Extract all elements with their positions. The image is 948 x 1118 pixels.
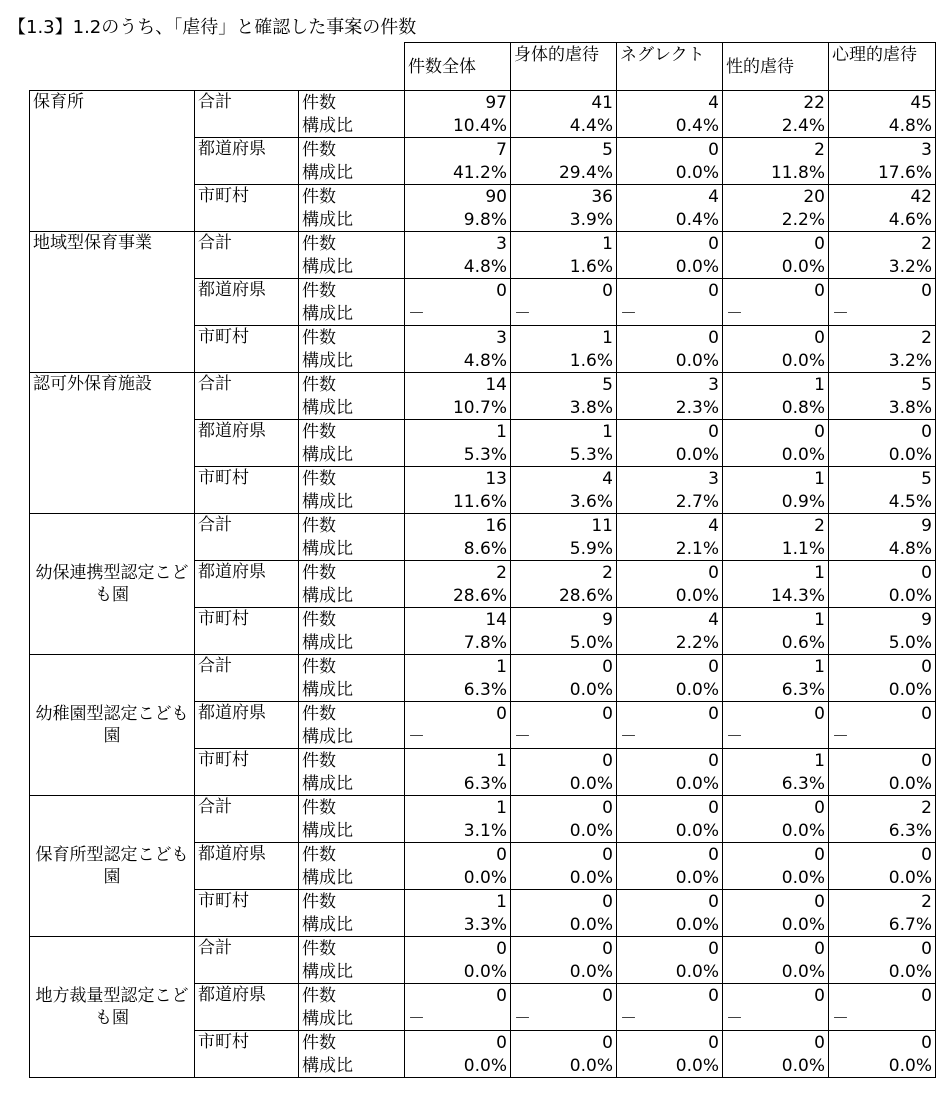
jurisdiction-label: 都道府県 bbox=[195, 279, 299, 326]
count-cell-neglect: 0 bbox=[617, 937, 723, 961]
metric-label: 構成比 bbox=[299, 443, 405, 467]
jurisdiction-label: 市町村 bbox=[195, 608, 299, 655]
count-cell-psychological: 2 bbox=[829, 326, 936, 350]
ratio-cell-neglect: － bbox=[617, 1007, 723, 1031]
ratio-cell-sexual: 11.8% bbox=[723, 161, 829, 185]
table-row bbox=[30, 655, 936, 679]
ratio-cell-sexual: 0.0% bbox=[723, 913, 829, 937]
jurisdiction-label: 都道府県 bbox=[195, 843, 299, 890]
ratio-cell-neglect: 0.0% bbox=[617, 1054, 723, 1078]
count-cell-physical: 41 bbox=[511, 91, 617, 115]
ratio-cell-sexual: 0.0% bbox=[723, 255, 829, 279]
ratio-cell-total: 7.8% bbox=[405, 631, 511, 655]
metric-label: 件数 bbox=[299, 843, 405, 867]
metric-label: 構成比 bbox=[299, 678, 405, 702]
count-cell-psychological: 3 bbox=[829, 138, 936, 162]
count-cell-psychological: 0 bbox=[829, 420, 936, 444]
ratio-cell-psychological: 3.2% bbox=[829, 349, 936, 373]
ratio-cell-physical: 3.6% bbox=[511, 490, 617, 514]
facility-label: 幼保連携型認定こども園 bbox=[30, 514, 195, 655]
count-cell-psychological: 42 bbox=[829, 185, 936, 209]
count-cell-physical: 11 bbox=[511, 514, 617, 538]
jurisdiction-label: 市町村 bbox=[195, 749, 299, 796]
ratio-cell-sexual: 6.3% bbox=[723, 772, 829, 796]
count-cell-neglect: 0 bbox=[617, 420, 723, 444]
ratio-cell-sexual: 0.0% bbox=[723, 960, 829, 984]
ratio-cell-physical: 0.0% bbox=[511, 772, 617, 796]
ratio-cell-total: 0.0% bbox=[405, 960, 511, 984]
count-cell-total: 0 bbox=[405, 1031, 511, 1055]
jurisdiction-label: 市町村 bbox=[195, 890, 299, 937]
metric-label: 件数 bbox=[299, 937, 405, 961]
ratio-cell-total: 10.7% bbox=[405, 396, 511, 420]
jurisdiction-label: 合計 bbox=[195, 796, 299, 843]
count-cell-psychological: 0 bbox=[829, 937, 936, 961]
metric-label: 構成比 bbox=[299, 819, 405, 843]
count-cell-psychological: 0 bbox=[829, 561, 936, 585]
metric-label: 構成比 bbox=[299, 631, 405, 655]
count-cell-total: 1 bbox=[405, 749, 511, 773]
facility-label: 幼稚園型認定こども園 bbox=[30, 655, 195, 796]
ratio-cell-neglect: 0.0% bbox=[617, 678, 723, 702]
table-title: 【1.3】1.2のうち、「虐待」と確認した事案の件数 bbox=[8, 17, 417, 38]
count-cell-neglect: 0 bbox=[617, 138, 723, 162]
ratio-cell-psychological: 4.8% bbox=[829, 114, 936, 138]
ratio-cell-sexual: 14.3% bbox=[723, 584, 829, 608]
ratio-cell-psychological: 6.3% bbox=[829, 819, 936, 843]
count-cell-neglect: 4 bbox=[617, 608, 723, 632]
count-cell-sexual: 0 bbox=[723, 279, 829, 303]
count-cell-neglect: 0 bbox=[617, 890, 723, 914]
count-cell-sexual: 0 bbox=[723, 890, 829, 914]
count-cell-physical: 0 bbox=[511, 843, 617, 867]
count-cell-neglect: 4 bbox=[617, 514, 723, 538]
count-cell-neglect: 0 bbox=[617, 655, 723, 679]
count-cell-physical: 0 bbox=[511, 890, 617, 914]
metric-label: 構成比 bbox=[299, 161, 405, 185]
count-cell-physical: 1 bbox=[511, 232, 617, 256]
count-cell-psychological: 9 bbox=[829, 514, 936, 538]
count-cell-total: 0 bbox=[405, 843, 511, 867]
count-cell-psychological: 0 bbox=[829, 702, 936, 726]
metric-label: 件数 bbox=[299, 185, 405, 209]
header-row bbox=[30, 43, 936, 91]
count-cell-physical: 0 bbox=[511, 1031, 617, 1055]
metric-label: 件数 bbox=[299, 138, 405, 162]
ratio-cell-total: 0.0% bbox=[405, 1054, 511, 1078]
metric-label: 件数 bbox=[299, 890, 405, 914]
facility-label: 認可外保育施設 bbox=[30, 373, 195, 514]
count-cell-physical: 1 bbox=[511, 420, 617, 444]
jurisdiction-label: 市町村 bbox=[195, 1031, 299, 1078]
count-cell-psychological: 45 bbox=[829, 91, 936, 115]
count-cell-psychological: 2 bbox=[829, 890, 936, 914]
count-cell-neglect: 0 bbox=[617, 561, 723, 585]
ratio-cell-neglect: 2.3% bbox=[617, 396, 723, 420]
ratio-cell-physical: 1.6% bbox=[511, 349, 617, 373]
ratio-cell-total: 3.3% bbox=[405, 913, 511, 937]
column-header-sexual: 性的虐待 bbox=[723, 43, 829, 91]
ratio-cell-psychological: 0.0% bbox=[829, 584, 936, 608]
ratio-cell-total: 28.6% bbox=[405, 584, 511, 608]
count-cell-physical: 0 bbox=[511, 655, 617, 679]
count-cell-total: 97 bbox=[405, 91, 511, 115]
metric-label: 件数 bbox=[299, 1031, 405, 1055]
count-cell-neglect: 0 bbox=[617, 796, 723, 820]
column-header-physical: 身体的虐待 bbox=[511, 43, 617, 91]
ratio-cell-psychological: 3.8% bbox=[829, 396, 936, 420]
count-cell-physical: 36 bbox=[511, 185, 617, 209]
count-cell-sexual: 1 bbox=[723, 749, 829, 773]
count-cell-sexual: 0 bbox=[723, 984, 829, 1008]
count-cell-sexual: 1 bbox=[723, 608, 829, 632]
count-cell-neglect: 0 bbox=[617, 1031, 723, 1055]
ratio-cell-physical: － bbox=[511, 1007, 617, 1031]
facility-label: 地域型保育事業 bbox=[30, 232, 195, 373]
count-cell-neglect: 0 bbox=[617, 984, 723, 1008]
metric-label: 件数 bbox=[299, 232, 405, 256]
metric-label: 構成比 bbox=[299, 302, 405, 326]
ratio-cell-physical: 5.3% bbox=[511, 443, 617, 467]
count-cell-total: 2 bbox=[405, 561, 511, 585]
count-cell-sexual: 2 bbox=[723, 138, 829, 162]
ratio-cell-total: 41.2% bbox=[405, 161, 511, 185]
metric-label: 件数 bbox=[299, 984, 405, 1008]
count-cell-total: 0 bbox=[405, 984, 511, 1008]
ratio-cell-psychological: 4.8% bbox=[829, 537, 936, 561]
metric-label: 構成比 bbox=[299, 1054, 405, 1078]
ratio-cell-neglect: － bbox=[617, 725, 723, 749]
count-cell-psychological: 0 bbox=[829, 984, 936, 1008]
ratio-cell-neglect: 2.7% bbox=[617, 490, 723, 514]
metric-label: 件数 bbox=[299, 796, 405, 820]
metric-label: 件数 bbox=[299, 467, 405, 491]
count-cell-total: 3 bbox=[405, 232, 511, 256]
jurisdiction-label: 合計 bbox=[195, 655, 299, 702]
header-blank-facility bbox=[30, 43, 195, 91]
ratio-cell-sexual: 2.2% bbox=[723, 208, 829, 232]
ratio-cell-physical: 0.0% bbox=[511, 866, 617, 890]
count-cell-physical: 5 bbox=[511, 138, 617, 162]
count-cell-psychological: 2 bbox=[829, 232, 936, 256]
metric-label: 構成比 bbox=[299, 349, 405, 373]
count-cell-psychological: 5 bbox=[829, 467, 936, 491]
jurisdiction-label: 市町村 bbox=[195, 326, 299, 373]
metric-label: 件数 bbox=[299, 608, 405, 632]
count-cell-sexual: 1 bbox=[723, 373, 829, 397]
count-cell-sexual: 22 bbox=[723, 91, 829, 115]
metric-label: 件数 bbox=[299, 655, 405, 679]
ratio-cell-sexual: － bbox=[723, 1007, 829, 1031]
ratio-cell-physical: 3.9% bbox=[511, 208, 617, 232]
jurisdiction-label: 合計 bbox=[195, 373, 299, 420]
ratio-cell-psychological: 3.2% bbox=[829, 255, 936, 279]
ratio-cell-neglect: 0.0% bbox=[617, 772, 723, 796]
ratio-cell-total: 6.3% bbox=[405, 678, 511, 702]
count-cell-physical: 2 bbox=[511, 561, 617, 585]
ratio-cell-total: － bbox=[405, 302, 511, 326]
ratio-cell-psychological: － bbox=[829, 725, 936, 749]
ratio-cell-neglect: 0.0% bbox=[617, 960, 723, 984]
metric-label: 構成比 bbox=[299, 725, 405, 749]
count-cell-neglect: 0 bbox=[617, 749, 723, 773]
count-cell-total: 3 bbox=[405, 326, 511, 350]
ratio-cell-sexual: 6.3% bbox=[723, 678, 829, 702]
count-cell-psychological: 9 bbox=[829, 608, 936, 632]
metric-label: 構成比 bbox=[299, 913, 405, 937]
count-cell-psychological: 2 bbox=[829, 796, 936, 820]
table-row bbox=[30, 373, 936, 397]
ratio-cell-total: 9.8% bbox=[405, 208, 511, 232]
ratio-cell-neglect: 0.0% bbox=[617, 819, 723, 843]
metric-label: 件数 bbox=[299, 326, 405, 350]
metric-label: 構成比 bbox=[299, 960, 405, 984]
count-cell-sexual: 0 bbox=[723, 420, 829, 444]
table-row bbox=[30, 514, 936, 538]
metric-label: 件数 bbox=[299, 279, 405, 303]
count-cell-sexual: 0 bbox=[723, 702, 829, 726]
ratio-cell-total: 4.8% bbox=[405, 255, 511, 279]
count-cell-sexual: 1 bbox=[723, 655, 829, 679]
count-cell-physical: 9 bbox=[511, 608, 617, 632]
ratio-cell-sexual: 0.6% bbox=[723, 631, 829, 655]
ratio-cell-psychological: 0.0% bbox=[829, 960, 936, 984]
ratio-cell-neglect: － bbox=[617, 302, 723, 326]
ratio-cell-sexual: 0.0% bbox=[723, 1054, 829, 1078]
ratio-cell-sexual: 1.1% bbox=[723, 537, 829, 561]
ratio-cell-neglect: 0.4% bbox=[617, 114, 723, 138]
ratio-cell-total: － bbox=[405, 1007, 511, 1031]
count-cell-sexual: 0 bbox=[723, 326, 829, 350]
ratio-cell-sexual: 0.0% bbox=[723, 866, 829, 890]
column-header-psychological: 心理的虐待 bbox=[829, 43, 936, 91]
count-cell-physical: 4 bbox=[511, 467, 617, 491]
count-cell-sexual: 20 bbox=[723, 185, 829, 209]
ratio-cell-psychological: 4.6% bbox=[829, 208, 936, 232]
ratio-cell-total: 5.3% bbox=[405, 443, 511, 467]
ratio-cell-physical: 3.8% bbox=[511, 396, 617, 420]
ratio-cell-neglect: 0.0% bbox=[617, 913, 723, 937]
ratio-cell-sexual: － bbox=[723, 725, 829, 749]
count-cell-physical: 0 bbox=[511, 984, 617, 1008]
metric-label: 構成比 bbox=[299, 396, 405, 420]
count-cell-total: 1 bbox=[405, 655, 511, 679]
count-cell-physical: 5 bbox=[511, 373, 617, 397]
ratio-cell-physical: 0.0% bbox=[511, 913, 617, 937]
ratio-cell-neglect: 0.0% bbox=[617, 866, 723, 890]
metric-label: 件数 bbox=[299, 702, 405, 726]
ratio-cell-psychological: 6.7% bbox=[829, 913, 936, 937]
table-row bbox=[30, 937, 936, 961]
count-cell-total: 1 bbox=[405, 420, 511, 444]
count-cell-total: 90 bbox=[405, 185, 511, 209]
count-cell-neglect: 0 bbox=[617, 702, 723, 726]
table-row bbox=[30, 232, 936, 256]
column-header-total: 件数全体 bbox=[405, 43, 511, 91]
jurisdiction-label: 市町村 bbox=[195, 467, 299, 514]
ratio-cell-psychological: － bbox=[829, 1007, 936, 1031]
abuse-cases-table bbox=[29, 42, 936, 1078]
jurisdiction-label: 合計 bbox=[195, 514, 299, 561]
metric-label: 件数 bbox=[299, 420, 405, 444]
count-cell-physical: 0 bbox=[511, 937, 617, 961]
ratio-cell-neglect: 0.0% bbox=[617, 255, 723, 279]
facility-label: 保育所型認定こども園 bbox=[30, 796, 195, 937]
metric-label: 構成比 bbox=[299, 255, 405, 279]
ratio-cell-neglect: 2.2% bbox=[617, 631, 723, 655]
ratio-cell-physical: 0.0% bbox=[511, 960, 617, 984]
count-cell-total: 16 bbox=[405, 514, 511, 538]
ratio-cell-total: － bbox=[405, 725, 511, 749]
table-body bbox=[30, 91, 936, 1078]
jurisdiction-label: 合計 bbox=[195, 937, 299, 984]
ratio-cell-psychological: 0.0% bbox=[829, 1054, 936, 1078]
jurisdiction-label: 都道府県 bbox=[195, 702, 299, 749]
count-cell-sexual: 0 bbox=[723, 937, 829, 961]
metric-label: 構成比 bbox=[299, 114, 405, 138]
metric-label: 件数 bbox=[299, 373, 405, 397]
table-row bbox=[30, 796, 936, 820]
metric-label: 件数 bbox=[299, 561, 405, 585]
count-cell-neglect: 0 bbox=[617, 279, 723, 303]
ratio-cell-physical: 1.6% bbox=[511, 255, 617, 279]
count-cell-psychological: 5 bbox=[829, 373, 936, 397]
ratio-cell-neglect: 0.0% bbox=[617, 161, 723, 185]
ratio-cell-psychological: 0.0% bbox=[829, 678, 936, 702]
count-cell-neglect: 0 bbox=[617, 232, 723, 256]
ratio-cell-psychological: 0.0% bbox=[829, 443, 936, 467]
ratio-cell-physical: 5.0% bbox=[511, 631, 617, 655]
ratio-cell-sexual: 2.4% bbox=[723, 114, 829, 138]
metric-label: 構成比 bbox=[299, 866, 405, 890]
count-cell-sexual: 0 bbox=[723, 843, 829, 867]
table-row bbox=[30, 91, 936, 115]
ratio-cell-sexual: 0.0% bbox=[723, 349, 829, 373]
ratio-cell-sexual: 0.8% bbox=[723, 396, 829, 420]
ratio-cell-total: 8.6% bbox=[405, 537, 511, 561]
metric-label: 件数 bbox=[299, 91, 405, 115]
count-cell-sexual: 1 bbox=[723, 561, 829, 585]
jurisdiction-label: 都道府県 bbox=[195, 984, 299, 1031]
ratio-cell-sexual: 0.9% bbox=[723, 490, 829, 514]
ratio-cell-psychological: 4.5% bbox=[829, 490, 936, 514]
count-cell-total: 0 bbox=[405, 937, 511, 961]
ratio-cell-physical: － bbox=[511, 302, 617, 326]
metric-label: 件数 bbox=[299, 514, 405, 538]
count-cell-sexual: 0 bbox=[723, 1031, 829, 1055]
ratio-cell-psychological: － bbox=[829, 302, 936, 326]
count-cell-physical: 0 bbox=[511, 702, 617, 726]
ratio-cell-physical: 0.0% bbox=[511, 678, 617, 702]
count-cell-sexual: 2 bbox=[723, 514, 829, 538]
jurisdiction-label: 合計 bbox=[195, 232, 299, 279]
ratio-cell-sexual: 0.0% bbox=[723, 443, 829, 467]
ratio-cell-psychological: 5.0% bbox=[829, 631, 936, 655]
ratio-cell-neglect: 0.0% bbox=[617, 584, 723, 608]
ratio-cell-neglect: 0.0% bbox=[617, 349, 723, 373]
header-blank-jurisdiction bbox=[195, 43, 299, 91]
count-cell-psychological: 0 bbox=[829, 749, 936, 773]
ratio-cell-physical: 28.6% bbox=[511, 584, 617, 608]
metric-label: 構成比 bbox=[299, 490, 405, 514]
ratio-cell-sexual: 0.0% bbox=[723, 819, 829, 843]
ratio-cell-neglect: 0.4% bbox=[617, 208, 723, 232]
ratio-cell-neglect: 0.0% bbox=[617, 443, 723, 467]
ratio-cell-total: 10.4% bbox=[405, 114, 511, 138]
jurisdiction-label: 都道府県 bbox=[195, 138, 299, 185]
ratio-cell-physical: 4.4% bbox=[511, 114, 617, 138]
ratio-cell-total: 3.1% bbox=[405, 819, 511, 843]
count-cell-neglect: 0 bbox=[617, 326, 723, 350]
ratio-cell-psychological: 17.6% bbox=[829, 161, 936, 185]
count-cell-physical: 0 bbox=[511, 749, 617, 773]
jurisdiction-label: 都道府県 bbox=[195, 561, 299, 608]
count-cell-sexual: 1 bbox=[723, 467, 829, 491]
facility-label: 保育所 bbox=[30, 91, 195, 232]
count-cell-sexual: 0 bbox=[723, 796, 829, 820]
ratio-cell-sexual: － bbox=[723, 302, 829, 326]
ratio-cell-physical: 0.0% bbox=[511, 819, 617, 843]
header-blank-metric bbox=[299, 43, 405, 91]
count-cell-neglect: 0 bbox=[617, 843, 723, 867]
count-cell-psychological: 0 bbox=[829, 279, 936, 303]
count-cell-neglect: 3 bbox=[617, 373, 723, 397]
ratio-cell-total: 6.3% bbox=[405, 772, 511, 796]
metric-label: 件数 bbox=[299, 749, 405, 773]
jurisdiction-label: 合計 bbox=[195, 91, 299, 138]
count-cell-total: 0 bbox=[405, 702, 511, 726]
ratio-cell-physical: 5.9% bbox=[511, 537, 617, 561]
ratio-cell-physical: － bbox=[511, 725, 617, 749]
ratio-cell-psychological: 0.0% bbox=[829, 772, 936, 796]
ratio-cell-total: 4.8% bbox=[405, 349, 511, 373]
ratio-cell-physical: 0.0% bbox=[511, 1054, 617, 1078]
ratio-cell-total: 0.0% bbox=[405, 866, 511, 890]
ratio-cell-neglect: 2.1% bbox=[617, 537, 723, 561]
metric-label: 構成比 bbox=[299, 537, 405, 561]
metric-label: 構成比 bbox=[299, 1007, 405, 1031]
count-cell-neglect: 4 bbox=[617, 91, 723, 115]
count-cell-total: 14 bbox=[405, 608, 511, 632]
count-cell-psychological: 0 bbox=[829, 843, 936, 867]
metric-label: 構成比 bbox=[299, 208, 405, 232]
facility-label: 地方裁量型認定こども園 bbox=[30, 937, 195, 1078]
ratio-cell-psychological: 0.0% bbox=[829, 866, 936, 890]
ratio-cell-physical: 29.4% bbox=[511, 161, 617, 185]
jurisdiction-label: 都道府県 bbox=[195, 420, 299, 467]
count-cell-total: 0 bbox=[405, 279, 511, 303]
count-cell-neglect: 4 bbox=[617, 185, 723, 209]
count-cell-psychological: 0 bbox=[829, 1031, 936, 1055]
count-cell-neglect: 3 bbox=[617, 467, 723, 491]
count-cell-sexual: 0 bbox=[723, 232, 829, 256]
count-cell-total: 14 bbox=[405, 373, 511, 397]
count-cell-total: 1 bbox=[405, 796, 511, 820]
count-cell-physical: 0 bbox=[511, 796, 617, 820]
count-cell-total: 1 bbox=[405, 890, 511, 914]
count-cell-physical: 0 bbox=[511, 279, 617, 303]
count-cell-physical: 1 bbox=[511, 326, 617, 350]
jurisdiction-label: 市町村 bbox=[195, 185, 299, 232]
count-cell-total: 13 bbox=[405, 467, 511, 491]
metric-label: 構成比 bbox=[299, 772, 405, 796]
column-header-neglect: ネグレクト bbox=[617, 43, 723, 91]
count-cell-psychological: 0 bbox=[829, 655, 936, 679]
metric-label: 構成比 bbox=[299, 584, 405, 608]
ratio-cell-total: 11.6% bbox=[405, 490, 511, 514]
count-cell-total: 7 bbox=[405, 138, 511, 162]
